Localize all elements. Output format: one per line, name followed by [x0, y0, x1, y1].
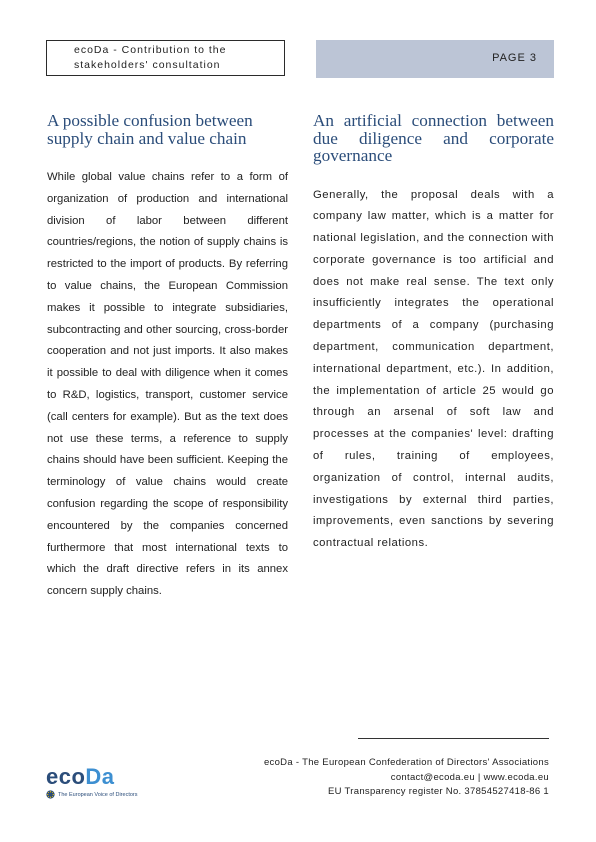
logo-wordmark-main: eco [46, 764, 86, 789]
right-column [313, 112, 554, 555]
logo-wordmark-accent: Da [85, 764, 115, 789]
logo-tagline: The European Voice of Directors [58, 791, 138, 798]
ecoda-logo [46, 766, 138, 799]
page-number: PAGE 3 [492, 52, 537, 64]
document-title-box [46, 40, 285, 76]
left-section-heading: A possible confusion between supply chain and value chain [47, 111, 253, 148]
logo-tagline-row [46, 790, 138, 799]
footer-contact-line: contact@ecoda.eu | www.ecoda.eu [390, 771, 549, 783]
right-section-body: Generally, the proposal deals with a company law matter, which is a matter for national legislation, and the connection with corporate governance is too artificial and does not make real sense. The text only insufficiently integrates the operational departments of a company (purchasing department, communication department, international department, etc.). In addition, the implementation of article 25 would go through an arsenal of soft law and processes at the companies' level: drafting of rules, training of employees, organization of control, internal audits, investigations by external third parties, improvements, even sanctions by severing contractual relations. [313, 188, 554, 550]
left-section-body: While global value chains refer to a form of organization of production and international division of labor between different countries/regions, the notion of supply chains is restricted to the import of products. By referring to value chains, the European Commission makes it possible to integrate subsidiaries, subcontracting and other sourcing, cross-border cooperation and not just imports. It also makes it possible to deal with diligence when it comes to R&D, logistics, transport, customer service (call centers for example). But as the text does not use these terms, a reference to supply chains should have been sufficient. Keeping the terminology of value chains would create confusion regarding the scope of responsibility encountered by the companies concerned furthermore that most international texts to which the draft directive refers in its annex concern supply chains. [47, 171, 288, 598]
right-section-heading: An artificial connection between due diligence and corporate governance [313, 111, 554, 165]
footer-org-line: ecoDa - The European Confederation of Directors' Associations [263, 757, 549, 768]
document-title-line-1: ecoDa - Contribution to the [74, 44, 227, 56]
page-number-box [316, 40, 554, 78]
left-column [47, 112, 288, 603]
logo-wordmark [46, 766, 138, 788]
footer-register-line: EU Transparency register No. 37854527418-86 1 [327, 786, 549, 797]
footer-divider [358, 738, 549, 739]
eu-stars-icon [46, 790, 55, 799]
footer-info [264, 756, 549, 800]
document-title-line-2: stakeholders' consultation [74, 59, 221, 71]
